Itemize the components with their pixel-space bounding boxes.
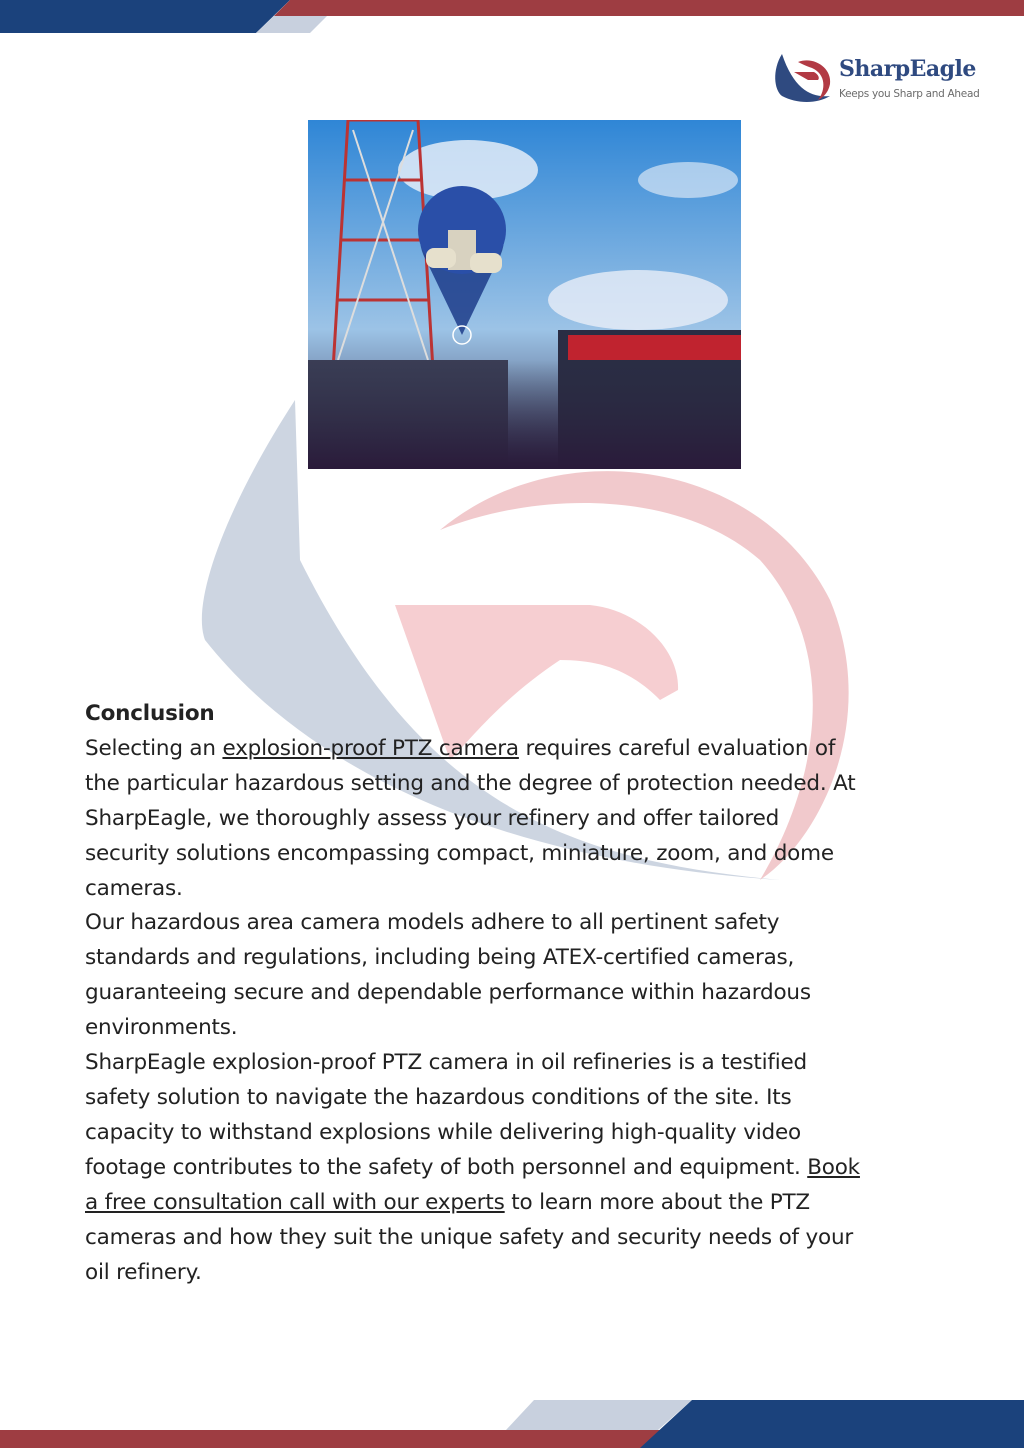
footer-decoration <box>0 1398 1024 1448</box>
text-segment: oil refinery. <box>85 1259 202 1285</box>
text-segment: cameras. <box>85 875 183 901</box>
text-line <box>85 1186 985 1221</box>
text-line <box>85 976 985 1011</box>
text-line <box>85 906 985 941</box>
brand-name: SharpEagle <box>839 56 976 82</box>
text-segment: guaranteeing secure and dependable performance within hazardous <box>85 980 811 1006</box>
article-paragraphs <box>85 732 985 1291</box>
text-segment: safety solution to navigate the hazardous conditions of the site. Its <box>85 1084 792 1110</box>
text-line <box>85 1116 985 1151</box>
text-segment: footage contributes to the safety of both personnel and equipment. <box>85 1154 808 1180</box>
brand-tagline: Keeps you Sharp and Ahead <box>839 88 980 100</box>
text-segment: security solutions encompassing compact, miniature, zoom, and dome <box>85 840 834 866</box>
text-segment: environments. <box>85 1015 238 1041</box>
brand-logo <box>772 50 982 106</box>
text-line <box>85 941 985 976</box>
section-heading: Conclusion <box>85 701 215 726</box>
inline-link[interactable]: a free consultation call with our experts <box>85 1189 505 1215</box>
text-segment: SharpEagle, we thoroughly assess your refinery and offer tailored <box>85 805 780 831</box>
text-segment: Our hazardous area camera models adhere to all pertinent safety <box>85 910 780 936</box>
text-line <box>85 1081 985 1116</box>
text-line <box>85 802 985 837</box>
text-line <box>85 872 985 907</box>
inline-link[interactable]: Book <box>807 1154 860 1180</box>
text-line <box>85 1256 985 1291</box>
header-decoration <box>0 0 1024 40</box>
article-body <box>85 697 985 1290</box>
inline-link[interactable]: explosion-proof PTZ camera <box>222 735 519 761</box>
oil-rig-camera-photo <box>308 120 741 469</box>
text-line <box>85 1046 985 1081</box>
text-segment: requires careful evaluation of <box>518 735 836 761</box>
text-segment: SharpEagle explosion-proof PTZ camera in oil refineries is a testified <box>85 1050 807 1076</box>
text-line <box>85 837 985 872</box>
text-segment: Selecting an <box>85 735 223 761</box>
text-line <box>85 732 985 767</box>
text-segment: cameras and how they suit the unique safety and security needs of your <box>85 1224 854 1250</box>
text-line <box>85 1221 985 1256</box>
text-segment: capacity to withstand explosions while delivering high-quality video <box>85 1119 801 1145</box>
text-segment: standards and regulations, including being ATEX-certified cameras, <box>85 945 795 971</box>
text-line <box>85 767 985 802</box>
text-segment: the particular hazardous setting and the degree of protection needed. At <box>85 770 856 796</box>
eagle-logo-icon <box>772 50 834 106</box>
text-segment: to learn more about the PTZ <box>504 1189 810 1215</box>
text-line <box>85 1151 985 1186</box>
text-line <box>85 1011 985 1046</box>
